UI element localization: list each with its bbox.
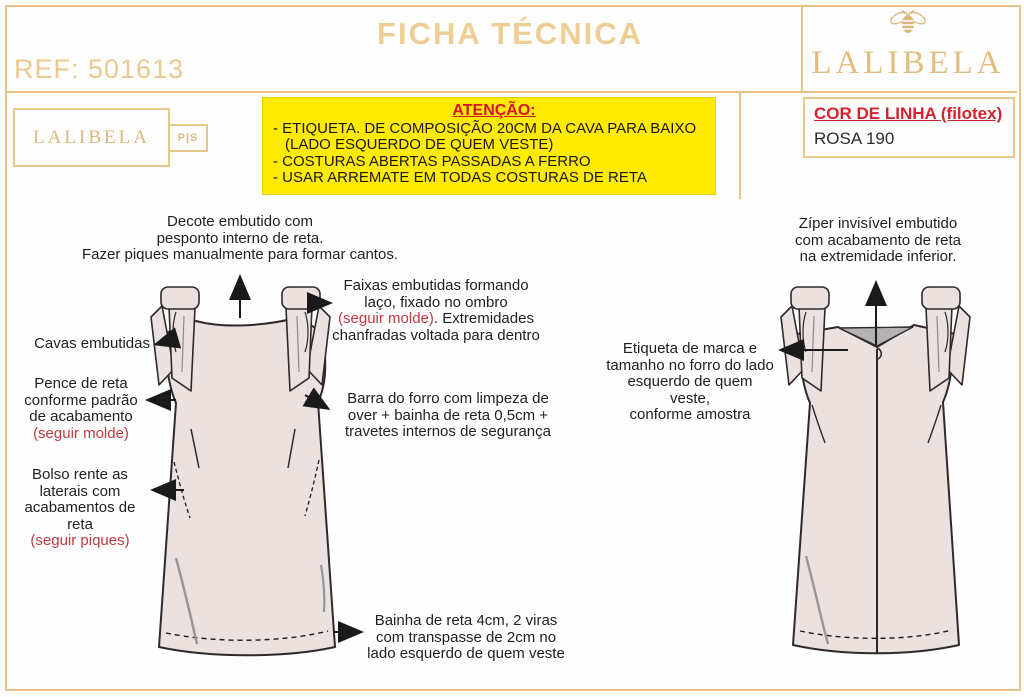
annotation-cavas: Cavas embutidas bbox=[34, 335, 150, 352]
dress-front-view bbox=[151, 287, 335, 655]
brand-label-text: LALIBELA bbox=[33, 126, 150, 148]
annotation-etiqueta: Etiqueta de marca e tamanho no forro do lado esquerdo de quem veste, conforme amostra bbox=[606, 340, 774, 424]
annotation-faixas: Faixas embutidas formando laço, fixado no ombro (seguir molde). Extremidades chanfradas voltada para dentro bbox=[332, 277, 540, 344]
annotation-bolso: Bolso rente as laterais com acabamentos de reta (seguir piques) bbox=[24, 466, 136, 550]
ref-number: REF: 501613 bbox=[14, 54, 185, 84]
attention-title: ATENÇÃO: bbox=[452, 102, 536, 119]
brand-name: LALIBELA bbox=[811, 45, 1005, 81]
annotation-barra: Barra do forro com limpeza de over + bainha de reta 0,5cm + travetes internos de segurança bbox=[345, 390, 551, 441]
back-right-shoulder-bow bbox=[922, 287, 970, 391]
annotation-ziper: Zíper invisível embutido com acabamento de reta na extremidade inferior. bbox=[795, 215, 961, 266]
attention-item: - USAR ARREMATE EM TODAS COSTURAS DE RETA bbox=[273, 169, 647, 187]
size-tag: P|S bbox=[168, 124, 208, 152]
thread-color-title: COR DE LINHA (filotex) bbox=[814, 104, 1003, 123]
front-left-shoulder-bow bbox=[151, 287, 199, 391]
attention-item: - COSTURAS ABERTAS PASSADAS A FERRO bbox=[273, 152, 591, 170]
page-title: FICHA TÉCNICA bbox=[377, 16, 643, 51]
thread-color-value: ROSA 190 bbox=[814, 129, 895, 148]
annotation-decote: Decote embutido com pesponto interno de reta. Fazer piques manualmente para formar cantos. bbox=[82, 213, 398, 264]
annotation-bainha: Bainha de reta 4cm, 2 viras com transpasse de 2cm no lado esquerdo de quem veste bbox=[367, 612, 565, 663]
annotation-pence: Pence de reta conforme padrão de acabamento (seguir molde) bbox=[24, 375, 138, 442]
back-left-shoulder-bow bbox=[781, 287, 829, 391]
attention-item: (LADO ESQUERDO DE QUEM VESTE) bbox=[285, 136, 554, 154]
attention-item: - ETIQUETA. DE COMPOSIÇÃO 20CM DA CAVA PARA BAIXO bbox=[273, 120, 697, 137]
